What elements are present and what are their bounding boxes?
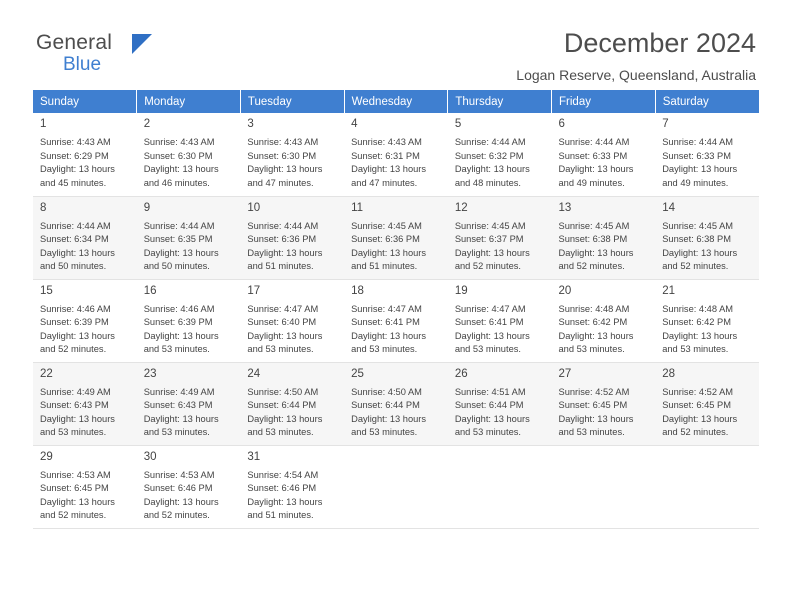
day-number: 8 (40, 201, 47, 214)
daylight-text-line2: and 49 minutes. (662, 177, 729, 188)
day-cell[interactable] (33, 445, 137, 528)
day-cell[interactable] (137, 445, 241, 528)
day-number: 18 (351, 284, 364, 297)
sunrise-text: Sunrise: 4:43 AM (40, 137, 111, 147)
daylight-text-line2: and 53 minutes. (454, 344, 521, 355)
calendar-week-row (33, 279, 759, 362)
sunset-text: Sunset: 6:32 PM (454, 150, 524, 161)
page-title: December 2024 (563, 28, 756, 58)
day-number: 14 (662, 201, 676, 214)
sunrise-text: Sunrise: 4:44 AM (40, 220, 111, 231)
day-cell[interactable] (33, 279, 137, 362)
daylight-text-line2: and 51 minutes. (351, 261, 418, 272)
daylight-text-line1: Daylight: 13 hours (558, 413, 634, 424)
day-cell[interactable] (655, 113, 759, 196)
daylight-text-line1: Daylight: 13 hours (40, 496, 115, 507)
daylight-text-line2: and 46 minutes. (143, 177, 210, 188)
sunset-text: Sunset: 6:46 PM (247, 483, 317, 494)
sunrise-text: Sunrise: 4:45 AM (558, 220, 630, 231)
day-cell[interactable] (137, 362, 241, 445)
sunset-text: Sunset: 6:33 PM (662, 150, 731, 161)
daylight-text-line1: Daylight: 13 hours (662, 164, 738, 175)
sunrise-text: Sunrise: 4:53 AM (40, 469, 111, 480)
daylight-text-line2: and 53 minutes. (247, 427, 314, 438)
sunrise-text: Sunrise: 4:43 AM (247, 137, 319, 147)
sunrise-text: Sunrise: 4:47 AM (351, 303, 422, 314)
daylight-text-line1: Daylight: 13 hours (454, 164, 530, 175)
sunset-text: Sunset: 6:43 PM (143, 400, 213, 411)
daylight-text-line1: Daylight: 13 hours (247, 496, 323, 507)
day-cell[interactable] (240, 362, 344, 445)
daylight-text-line2: and 53 minutes. (40, 427, 107, 438)
sunset-text: Sunset: 6:41 PM (454, 317, 524, 328)
sunset-text: Sunset: 6:31 PM (351, 150, 420, 161)
sunset-text: Sunset: 6:38 PM (662, 234, 731, 245)
weekday-header-friday: Friday (552, 90, 656, 113)
daylight-text-line2: and 52 minutes. (662, 261, 729, 272)
day-cell[interactable] (344, 362, 448, 445)
day-cell[interactable] (137, 113, 241, 196)
day-number: 13 (558, 201, 572, 214)
daylight-text-line2: and 47 minutes. (247, 177, 314, 188)
day-cell[interactable] (448, 279, 552, 362)
day-cell[interactable] (655, 362, 759, 445)
day-cell[interactable] (448, 113, 552, 196)
daylight-text-line2: and 47 minutes. (351, 177, 418, 188)
sunrise-text: Sunrise: 4:50 AM (247, 386, 319, 397)
daylight-text-line1: Daylight: 13 hours (662, 330, 738, 341)
sunset-text: Sunset: 6:45 PM (40, 483, 109, 494)
sunset-text: Sunset: 6:39 PM (143, 317, 213, 328)
sunset-text: Sunset: 6:45 PM (662, 400, 731, 411)
daylight-text-line2: and 53 minutes. (351, 344, 418, 355)
day-number: 28 (662, 367, 676, 380)
day-cell[interactable] (240, 113, 344, 196)
weekday-header-row (33, 90, 759, 113)
sunrise-text: Sunrise: 4:44 AM (454, 137, 526, 147)
day-number: 31 (247, 450, 261, 463)
day-cell[interactable] (552, 113, 656, 196)
daylight-text-line2: and 52 minutes. (40, 510, 107, 521)
day-cell[interactable] (344, 113, 448, 196)
sunset-text: Sunset: 6:39 PM (40, 317, 109, 328)
day-cell[interactable] (655, 279, 759, 362)
daylight-text-line1: Daylight: 13 hours (143, 247, 219, 258)
daylight-text-line2: and 52 minutes. (662, 427, 729, 438)
sunset-text: Sunset: 6:29 PM (40, 150, 109, 161)
sunset-text: Sunset: 6:45 PM (558, 400, 628, 411)
day-number: 21 (662, 284, 676, 297)
daylight-text-line1: Daylight: 13 hours (247, 330, 323, 341)
sunrise-text: Sunrise: 4:45 AM (351, 220, 422, 231)
sunset-text: Sunset: 6:33 PM (558, 150, 628, 161)
sunrise-text: Sunrise: 4:43 AM (143, 137, 215, 147)
sunset-text: Sunset: 6:44 PM (247, 400, 317, 411)
weekday-header-monday: Monday (137, 90, 241, 113)
weekday-header-tuesday: Tuesday (240, 90, 344, 113)
daylight-text-line2: and 53 minutes. (143, 427, 210, 438)
day-number: 6 (558, 118, 565, 130)
daylight-text-line1: Daylight: 13 hours (454, 413, 530, 424)
daylight-text-line1: Daylight: 13 hours (143, 413, 219, 424)
day-number: 23 (143, 367, 157, 380)
daylight-text-line1: Daylight: 13 hours (40, 413, 115, 424)
sunset-text: Sunset: 6:30 PM (143, 150, 213, 161)
daylight-text-line2: and 53 minutes. (558, 344, 625, 355)
day-number: 12 (454, 201, 468, 214)
sunrise-text: Sunrise: 4:52 AM (558, 386, 630, 397)
daylight-text-line1: Daylight: 13 hours (247, 247, 323, 258)
daylight-text-line2: and 52 minutes. (454, 261, 521, 272)
daylight-text-line1: Daylight: 13 hours (40, 330, 115, 341)
daylight-text-line1: Daylight: 13 hours (143, 164, 219, 175)
daylight-text-line1: Daylight: 13 hours (558, 164, 634, 175)
location-subtitle: Logan Reserve, Queensland, Australia (516, 67, 756, 83)
day-number: 17 (247, 284, 261, 297)
day-cell[interactable] (240, 279, 344, 362)
sunrise-text: Sunrise: 4:52 AM (662, 386, 734, 397)
day-number: 2 (143, 118, 151, 130)
sunrise-text: Sunrise: 4:47 AM (454, 303, 526, 314)
sunset-text: Sunset: 6:42 PM (662, 317, 731, 328)
daylight-text-line1: Daylight: 13 hours (143, 330, 219, 341)
day-number: 15 (40, 284, 53, 297)
weekday-header-thursday: Thursday (448, 90, 552, 113)
day-cell[interactable] (552, 279, 656, 362)
daylight-text-line1: Daylight: 13 hours (40, 247, 115, 258)
daylight-text-line2: and 45 minutes. (40, 177, 107, 188)
sunrise-text: Sunrise: 4:44 AM (143, 220, 215, 231)
daylight-text-line1: Daylight: 13 hours (558, 247, 634, 258)
day-number: 1 (40, 118, 47, 130)
day-cell[interactable] (137, 279, 241, 362)
logo-text-blue: Blue (63, 54, 102, 75)
general-blue-logo (36, 32, 216, 78)
daylight-text-line1: Daylight: 13 hours (40, 164, 115, 175)
daylight-text-line2: and 51 minutes. (247, 510, 314, 521)
daylight-text-line2: and 50 minutes. (40, 261, 107, 272)
day-cell[interactable] (240, 445, 344, 528)
daylight-text-line1: Daylight: 13 hours (662, 413, 738, 424)
sunset-text: Sunset: 6:46 PM (143, 483, 213, 494)
sunrise-text: Sunrise: 4:53 AM (143, 469, 215, 480)
day-cell-empty (344, 445, 448, 528)
daylight-text-line2: and 52 minutes. (40, 344, 107, 355)
day-number: 25 (351, 367, 364, 380)
sunrise-text: Sunrise: 4:45 AM (454, 220, 526, 231)
daylight-text-line1: Daylight: 13 hours (351, 330, 427, 341)
calendar-week-row (33, 362, 759, 445)
sunrise-text: Sunrise: 4:47 AM (247, 303, 319, 314)
calendar-week-row (33, 196, 759, 279)
day-cell[interactable] (655, 196, 759, 279)
sunrise-text: Sunrise: 4:49 AM (40, 386, 111, 397)
sunrise-text: Sunrise: 4:45 AM (662, 220, 734, 231)
day-number: 24 (247, 367, 261, 380)
sunrise-text: Sunrise: 4:49 AM (143, 386, 215, 397)
day-cell[interactable] (33, 113, 137, 196)
day-cell[interactable] (33, 196, 137, 279)
daylight-text-line2: and 49 minutes. (558, 177, 625, 188)
daylight-text-line2: and 53 minutes. (454, 427, 521, 438)
sunset-text: Sunset: 6:38 PM (558, 234, 628, 245)
day-number: 29 (40, 450, 53, 463)
sunrise-text: Sunrise: 4:44 AM (247, 220, 319, 231)
title-block (516, 26, 756, 85)
day-cell-empty (448, 445, 552, 528)
day-number: 16 (143, 284, 157, 297)
daylight-text-line2: and 48 minutes. (454, 177, 521, 188)
sunset-text: Sunset: 6:41 PM (351, 317, 420, 328)
day-number: 27 (558, 367, 572, 380)
daylight-text-line2: and 50 minutes. (143, 261, 210, 272)
day-number: 3 (247, 118, 254, 130)
day-number: 22 (40, 367, 53, 380)
sunset-text: Sunset: 6:36 PM (351, 234, 420, 245)
daylight-text-line1: Daylight: 13 hours (662, 247, 738, 258)
day-number: 20 (558, 284, 572, 297)
sunset-text: Sunset: 6:40 PM (247, 317, 317, 328)
sunset-text: Sunset: 6:44 PM (454, 400, 524, 411)
day-cell[interactable] (344, 279, 448, 362)
day-number: 7 (662, 118, 669, 130)
day-cell[interactable] (448, 196, 552, 279)
sunset-text: Sunset: 6:34 PM (40, 234, 109, 245)
day-number: 26 (454, 367, 468, 380)
sunrise-text: Sunrise: 4:46 AM (143, 303, 215, 314)
daylight-text-line2: and 53 minutes. (247, 344, 314, 355)
day-cell[interactable] (33, 362, 137, 445)
day-number: 11 (351, 201, 364, 214)
daylight-text-line2: and 53 minutes. (558, 427, 625, 438)
sunset-text: Sunset: 6:36 PM (247, 234, 317, 245)
daylight-text-line1: Daylight: 13 hours (454, 247, 530, 258)
weekday-header-wednesday: Wednesday (344, 90, 448, 113)
day-number: 5 (454, 118, 462, 130)
day-cell[interactable] (240, 196, 344, 279)
day-number: 9 (143, 201, 151, 214)
calendar-week-row (33, 445, 759, 528)
sunrise-text: Sunrise: 4:48 AM (558, 303, 630, 314)
calendar-week-row (33, 113, 759, 196)
daylight-text-line1: Daylight: 13 hours (351, 164, 427, 175)
day-number: 30 (143, 450, 157, 463)
sunrise-text: Sunrise: 4:50 AM (351, 386, 422, 397)
daylight-text-line2: and 52 minutes. (143, 510, 210, 521)
daylight-text-line2: and 53 minutes. (143, 344, 210, 355)
daylight-text-line2: and 52 minutes. (558, 261, 625, 272)
daylight-text-line1: Daylight: 13 hours (143, 496, 219, 507)
day-number: 19 (454, 284, 468, 297)
daylight-text-line1: Daylight: 13 hours (351, 247, 427, 258)
day-cell[interactable] (137, 196, 241, 279)
daylight-text-line1: Daylight: 13 hours (454, 330, 530, 341)
sunset-text: Sunset: 6:37 PM (454, 234, 524, 245)
sunrise-sunset-calendar (33, 90, 759, 529)
daylight-text-line1: Daylight: 13 hours (247, 413, 323, 424)
sunset-text: Sunset: 6:30 PM (247, 150, 317, 161)
sunrise-text: Sunrise: 4:46 AM (40, 303, 111, 314)
day-cell[interactable] (448, 362, 552, 445)
day-number: 10 (247, 201, 261, 214)
day-cell[interactable] (344, 196, 448, 279)
sunset-text: Sunset: 6:42 PM (558, 317, 628, 328)
logo-triangle-icon (132, 34, 152, 54)
sunrise-text: Sunrise: 4:44 AM (558, 137, 630, 147)
sunrise-text: Sunrise: 4:43 AM (351, 137, 422, 147)
daylight-text-line2: and 53 minutes. (351, 427, 418, 438)
daylight-text-line2: and 51 minutes. (247, 261, 314, 272)
day-number: 4 (351, 118, 358, 130)
sunrise-text: Sunrise: 4:51 AM (454, 386, 526, 397)
sunset-text: Sunset: 6:44 PM (351, 400, 420, 411)
logo-text-general: General (36, 31, 113, 54)
day-cell[interactable] (552, 196, 656, 279)
sunset-text: Sunset: 6:35 PM (143, 234, 213, 245)
daylight-text-line2: and 53 minutes. (662, 344, 729, 355)
weekday-header-saturday: Saturday (655, 90, 759, 113)
weekday-header-sunday: Sunday (33, 90, 137, 113)
sunrise-text: Sunrise: 4:48 AM (662, 303, 734, 314)
day-cell-empty (552, 445, 656, 528)
sunset-text: Sunset: 6:43 PM (40, 400, 109, 411)
day-cell-empty (655, 445, 759, 528)
sunrise-text: Sunrise: 4:54 AM (247, 469, 319, 480)
daylight-text-line1: Daylight: 13 hours (351, 413, 427, 424)
day-cell[interactable] (552, 362, 656, 445)
daylight-text-line1: Daylight: 13 hours (558, 330, 634, 341)
daylight-text-line1: Daylight: 13 hours (247, 164, 323, 175)
sunrise-text: Sunrise: 4:44 AM (662, 137, 734, 147)
page-header (33, 0, 759, 90)
